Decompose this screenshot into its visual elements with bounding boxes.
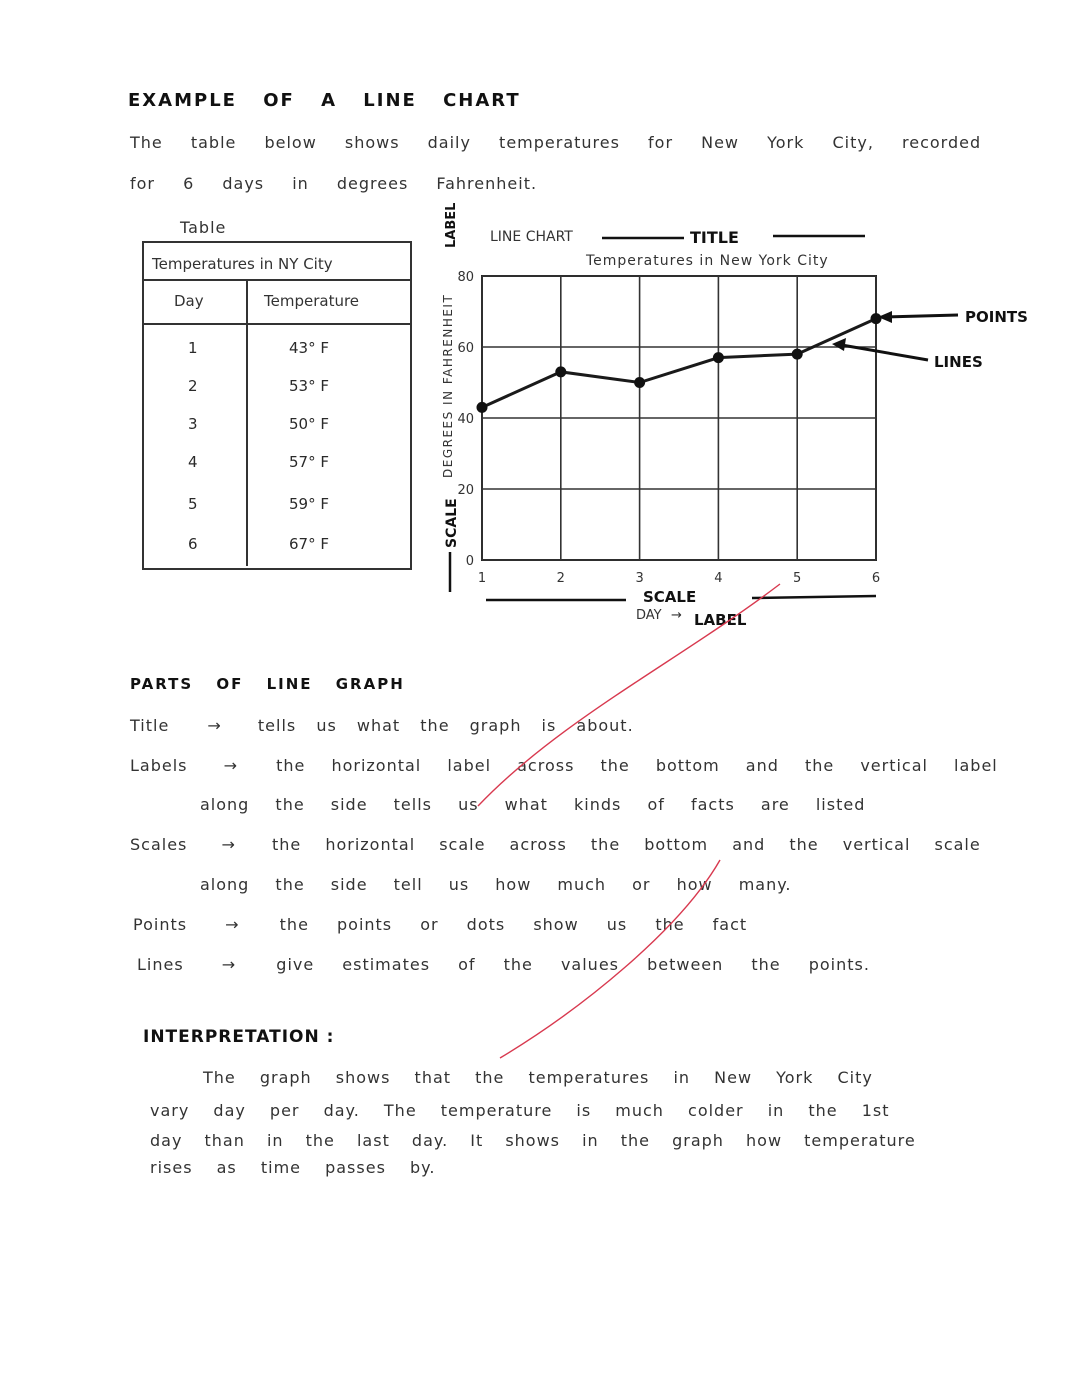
y-tick-label: 40 [457,412,474,427]
table-cell-temperature: 43° F [289,339,329,357]
interpretation-heading: INTERPRETATION : [143,1027,335,1047]
parts-heading: PARTS OF LINE GRAPH [130,675,405,693]
parts-item-lines [137,955,870,974]
lines-annotation: LINES [934,353,983,371]
intro-line-1: The table below shows daily temperatures for New York City, recorded [130,133,982,152]
table-header-temperature: Temperature [264,292,360,310]
arrow-icon: → [223,756,238,775]
data-point [713,352,724,363]
interpretation-line-2: vary day per day. The temperature is much colder in the 1st [150,1101,890,1120]
parts-text: the points or dots show us the fact [279,915,748,934]
parts-term: Labels [130,756,188,775]
x-tick-label: 2 [556,571,565,586]
lines-callout-line [836,344,928,360]
points-annotation: POINTS [965,308,1028,326]
table-cell-temperature: 59° F [289,495,329,513]
series-line [482,319,876,408]
parts-term: Scales [130,835,188,854]
table-cell-day: 2 [188,377,198,395]
table-cell-day: 3 [188,415,198,433]
intro-line-2: for 6 days in degrees Fahrenheit. [130,174,538,193]
table-cell-temperature: 53° F [289,377,329,395]
data-point [555,366,566,377]
arrow-icon: → [225,915,240,934]
y-axis-label: DEGREES IN FAHRENHEIT [441,293,455,478]
arrow-icon: → [221,835,236,854]
y-tick-label: 20 [457,483,474,498]
parts-text: the horizontal scale across the bottom and the vertical scale [271,835,981,854]
chart-grid [482,276,876,560]
table-cell-temperature: 50° F [289,415,329,433]
chart-type-label: LINE CHART [490,229,573,245]
y-tick-label: 60 [457,341,474,356]
x-label-annotation: LABEL [694,611,747,629]
parts-term: Title [130,716,170,735]
y-scale-annotation: SCALE [444,498,460,548]
interpretation-line-1: The graph shows that the temperatures in New York City [203,1068,873,1087]
lines-callout-arrowhead [832,338,846,351]
table-header-day: Day [174,292,204,310]
interpretation-line-3: day than in the last day. It shows in the graph how temperature [150,1131,916,1150]
data-point [477,402,488,413]
chart-points [477,313,882,413]
parts-term: Lines [137,955,184,974]
chart-title: Temperatures in New York City [586,253,829,269]
x-tick-label: 1 [477,571,487,586]
parts-item-labels-cont: along the side tells us what kinds of facts are listed [200,795,866,814]
x-scale-rule-right [752,596,876,598]
table-cell-day: 5 [188,495,198,513]
x-scale-annotation: SCALE [643,588,697,606]
x-tick-label: 3 [635,571,644,586]
title-annotation: TITLE [690,228,739,247]
table-title: Temperatures in NY City [144,243,410,281]
x-label-arrow: → [671,608,682,623]
parts-item-scales [130,835,981,854]
parts-item-points [133,915,747,934]
arrow-icon: → [221,955,237,974]
parts-text: tells us what the graph is about. [257,716,634,735]
y-label-annotation: LABEL [444,202,459,248]
chart-axis-ticks [457,270,880,586]
table-cell-temperature: 57° F [289,453,329,471]
x-tick-label: 5 [793,571,802,586]
parts-item-scales-cont: along the side tell us how much or how many. [200,875,792,894]
y-tick-label: 0 [465,554,474,569]
table-cell-temperature: 67° F [289,535,329,553]
data-point [871,313,882,324]
parts-text: give estimates of the values between the points. [276,955,870,974]
table-cell-day: 6 [188,535,198,553]
y-tick-label: 80 [457,270,474,285]
parts-item-labels [130,756,998,775]
data-point [792,349,803,360]
table-cell-day: 1 [188,339,198,357]
table-cell-day: 4 [188,453,198,471]
page-title: EXAMPLE OF A LINE CHART [128,90,521,111]
data-point [634,377,645,388]
parts-item-title [130,716,634,735]
points-callout-line [882,315,958,317]
table-caption: Table [180,218,227,237]
arrow-icon: → [207,716,222,735]
x-tick-label: 6 [871,571,881,586]
interpretation-line-4: rises as time passes by. [150,1158,436,1177]
parts-text: the horizontal label across the bottom and the vertical label [276,756,998,775]
parts-term: Points [133,915,188,934]
x-axis-label: DAY [636,608,662,623]
x-tick-label: 4 [714,571,723,586]
